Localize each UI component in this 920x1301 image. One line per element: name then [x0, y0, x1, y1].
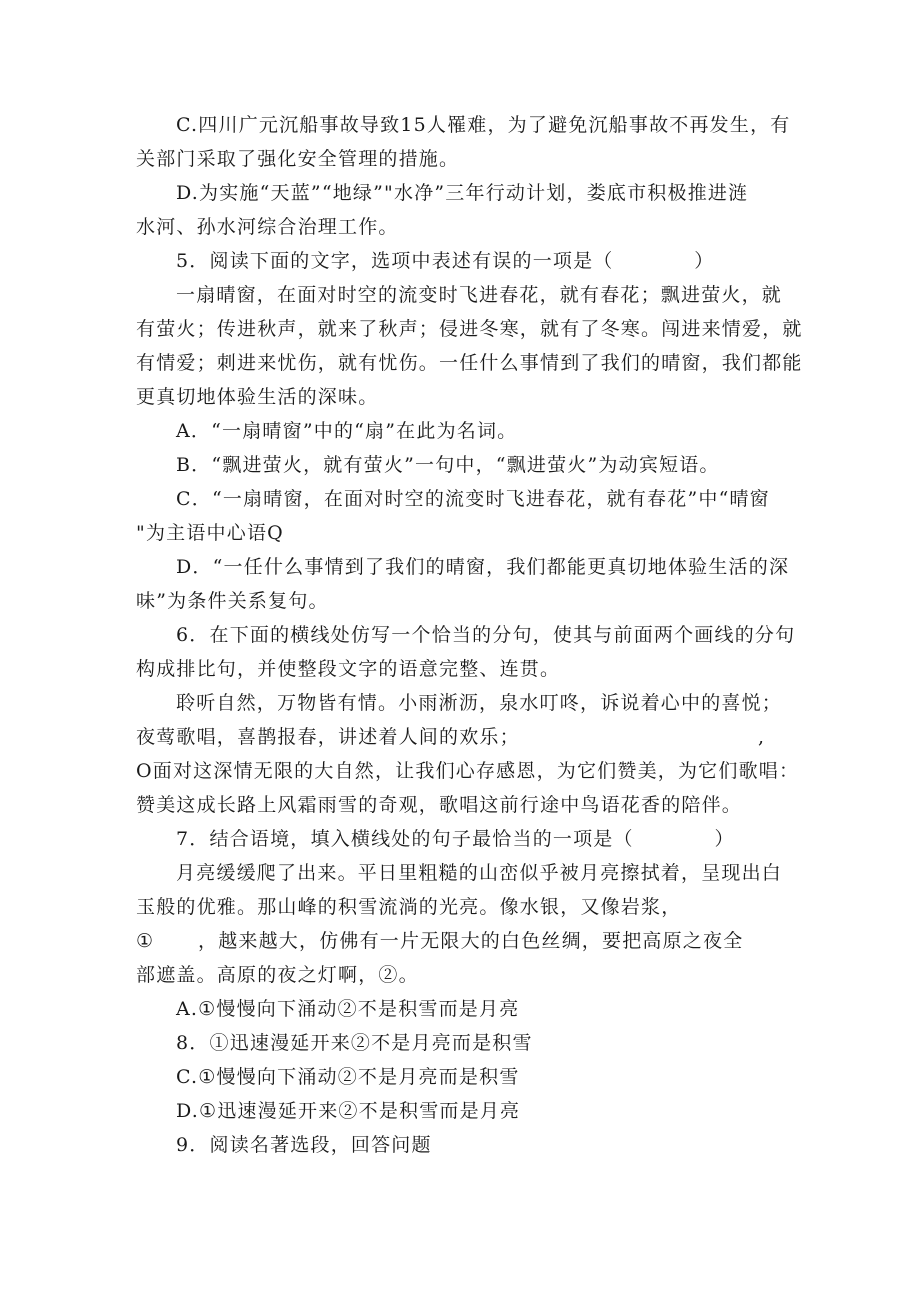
- passage-5-line-4: 更真切地体验生活的深味。: [136, 386, 379, 408]
- option-d-line-2: 水河、孙水河综合治理工作。: [136, 216, 399, 238]
- passage-6-line-1: 聆听自然，万物皆有情。小雨淅沥，泉水叮咚，诉说着心中的喜悦；: [176, 692, 783, 714]
- passage-6-line-3: O面对这深情无限的大自然，让我们心存感恩，为它们赞美，为它们歌唱：: [136, 760, 800, 782]
- question-9-stem: 9．阅读名著选段，回答问题: [176, 1134, 432, 1156]
- option-c-line-2: 关部门采取了强化安全管理的措施。: [136, 148, 460, 170]
- q7-option-b: 8．①迅速漫延开来②不是月亮而是积雪: [176, 1032, 533, 1054]
- q7-option-d: D.①迅速漫延开来②不是积雪而是月亮: [176, 1100, 521, 1122]
- answer-blank-comma: ,: [758, 726, 766, 748]
- option-c-line-1: C.四川广元沉船事故导致15人罹难，为了避免沉船事故不再发生，有: [176, 114, 791, 136]
- q7-option-a: A.①慢慢向下涌动②不是积雪而是月亮: [176, 998, 520, 1020]
- passage-7-line-3: ，越来越大，仿佛有一片无限大的白色丝绸，要把高原之夜全: [198, 930, 744, 952]
- q5-option-a: A．“一扇晴窗”中的“扇”在此为名词。: [176, 420, 518, 442]
- q5-option-d-line-2: 味”为条件关系复句。: [136, 590, 329, 612]
- question-5-stem: 5．阅读下面的文字，选项中表述有误的一项是（ ）: [176, 250, 715, 272]
- q5-option-b: B．“飘进萤火，就有萤火”一句中，“飘进萤火”为动宾短语。: [176, 454, 720, 476]
- passage-6-line-2: 夜莺歌唱，喜鹊报春，讲述着人间的欢乐；: [136, 726, 520, 748]
- q5-option-c-line-2: "为主语中心语Q: [136, 522, 284, 544]
- question-6-stem-line-2: 构成排比句，并使整段文字的语意完整、连贯。: [136, 658, 561, 680]
- question-7-stem: 7．结合语境，填入横线处的句子最恰当的一项是（ ）: [176, 828, 735, 850]
- passage-6-line-4: 赞美这成长路上风霜雨雪的奇观，歌唱这前行途中鸟语花香的陪伴。: [136, 794, 743, 816]
- q5-option-c-line-1: C．“一扇晴窗，在面对时空的流变时飞进春花，就有春花”中“晴窗: [176, 488, 770, 510]
- passage-5-line-3: 有情爱；刺进来忧伤，就有忧伤。一任什么事情到了我们的晴窗，我们都能: [136, 352, 803, 374]
- passage-7-line-1: 月亮缓缓爬了出来。平日里粗糙的山峦似乎被月亮擦拭着，呈现出白: [176, 862, 783, 884]
- q5-option-d-line-1: D．“一任什么事情到了我们的晴窗，我们都能更真切地体验生活的深: [176, 556, 790, 578]
- passage-5-line-2: 有萤火；传进秋声，就来了秋声；侵进冬寒，就有了冬寒。闯进来情爱，就: [136, 318, 803, 340]
- question-6-stem-line-1: 6．在下面的横线处仿写一个恰当的分句，使其与前面两个画线的分句: [176, 624, 796, 646]
- q7-option-c: C.①慢慢向下涌动②不是月亮而是积雪: [176, 1066, 520, 1088]
- option-d-line-1: D.为实施“天蓝”“地绿”"水净”三年行动计划，娄底市积极推进涟: [176, 182, 749, 204]
- passage-7-line-2: 玉般的优雅。那山峰的积雪流淌的光亮。像水银，又像岩浆，: [136, 896, 682, 918]
- passage-5-line-1: 一扇晴窗，在面对时空的流变时飞进春花，就有春花；飘进萤火，就: [176, 284, 783, 306]
- passage-7-line-4: 部遮盖。高原的夜之灯啊，②。: [136, 964, 419, 986]
- blank-marker-1: ①: [136, 930, 155, 952]
